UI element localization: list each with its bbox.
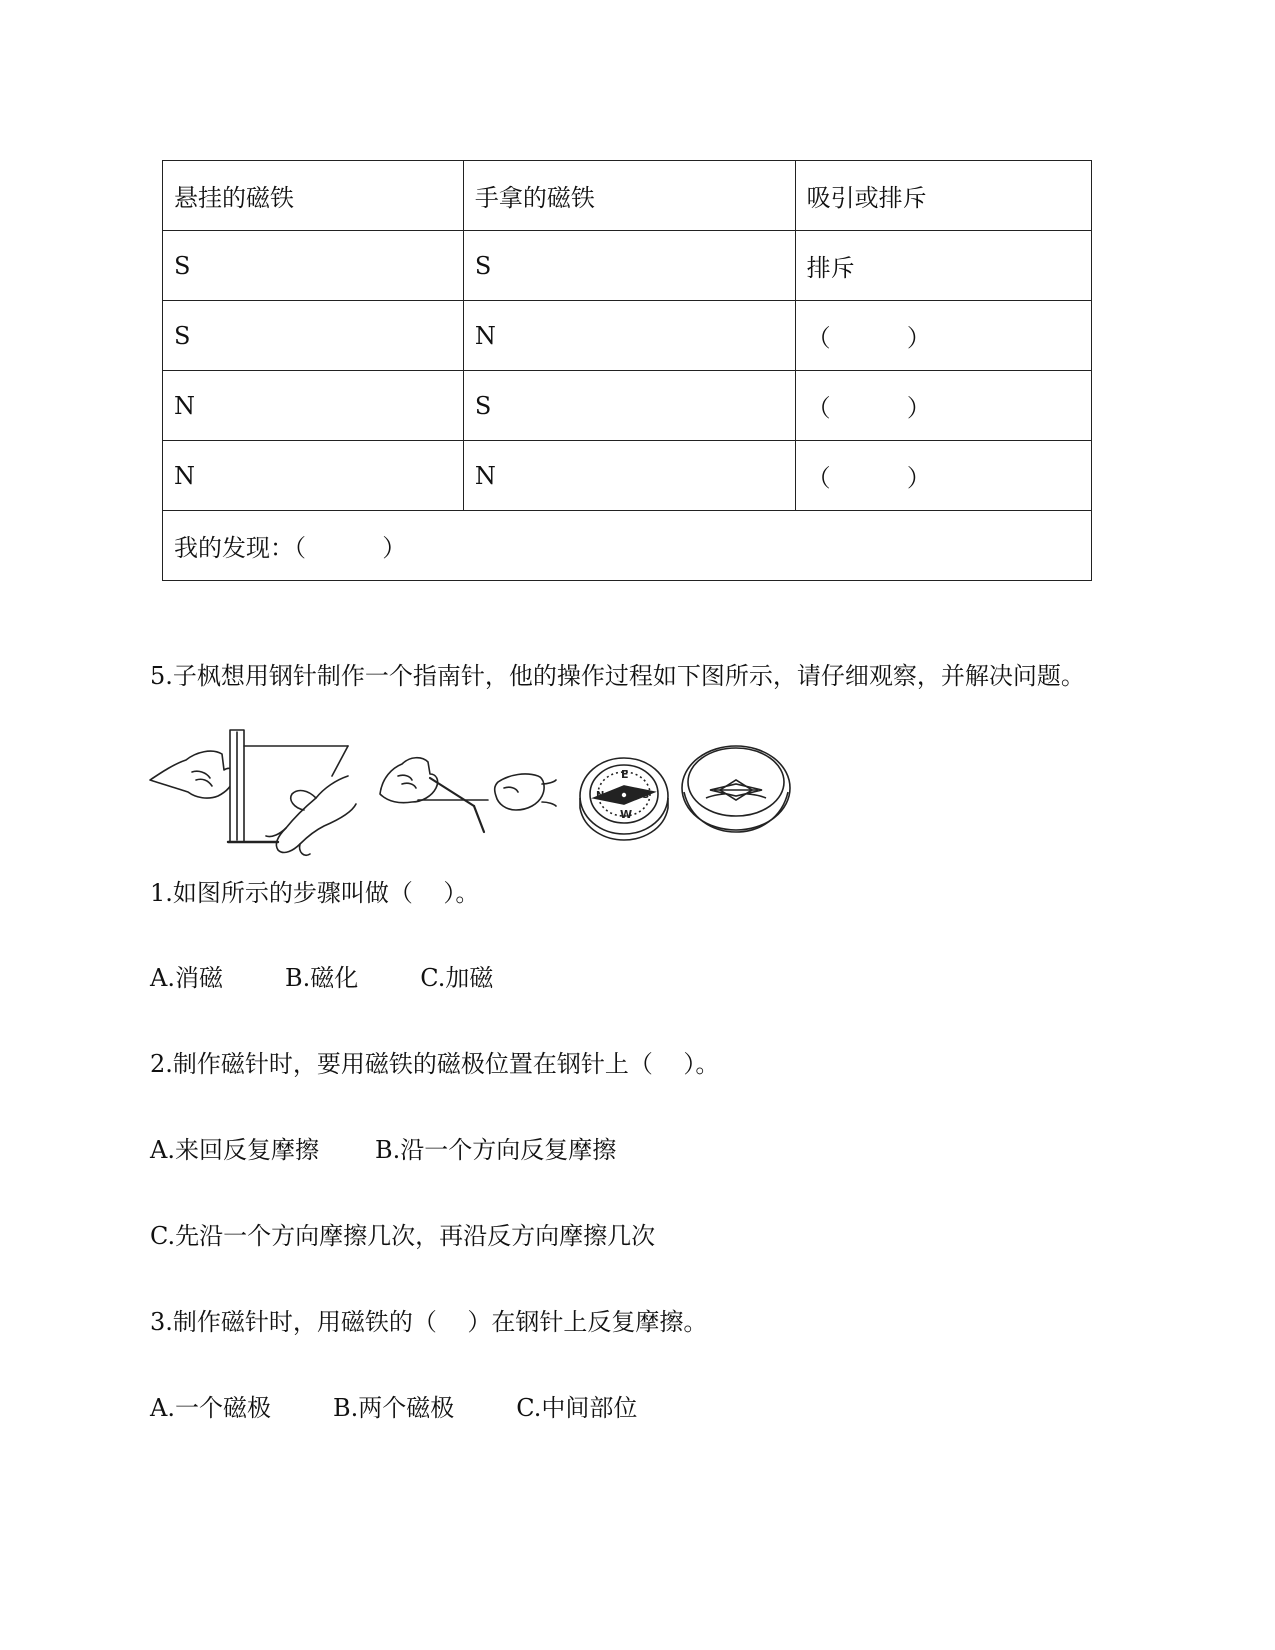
table-cell: N — [163, 371, 464, 441]
hand-magnet-needle-icon — [148, 718, 358, 868]
rubbing-needle-icon — [378, 718, 558, 868]
question-3-text: 3.制作磁针时，用磁铁的（ ）在钢针上反复摩擦。 — [150, 1308, 708, 1336]
table-row — [163, 441, 1092, 511]
procedure-figures — [148, 718, 828, 868]
question-2-options — [150, 1130, 616, 1165]
table-cell: N — [463, 301, 795, 371]
table-row — [163, 231, 1092, 301]
table-row — [163, 301, 1092, 371]
compass-letter-s: S — [642, 790, 650, 801]
option-a: A.来回反复摩擦 — [150, 1136, 319, 1164]
floating-needle-dish-icon — [676, 718, 796, 868]
table-cell: S — [463, 231, 795, 301]
option-b: B.两个磁极 — [332, 1394, 455, 1422]
compass-icon — [576, 718, 676, 868]
header-attract-or-repel: 吸引或排斥 — [795, 161, 1091, 231]
table-cell: S — [163, 231, 464, 301]
table-header-row — [163, 161, 1092, 231]
question-1-text: 1.如图所示的步骤叫做（ ）。 — [150, 879, 480, 907]
table-finding-row — [163, 511, 1092, 581]
compass-letter-w: W — [620, 808, 633, 821]
answer-blank: （ ） — [795, 301, 1091, 371]
option-a: A.消磁 — [150, 964, 223, 992]
option-a: A.一个磁极 — [150, 1394, 271, 1422]
my-finding-cell: 我的发现：（ ） — [163, 511, 1092, 581]
question-2-option-c: C.先沿一个方向摩擦几次，再沿反方向摩擦几次 — [150, 1222, 656, 1250]
answer-blank: （ ） — [795, 441, 1091, 511]
question-5-intro: 5.子枫想用钢针制作一个指南针，他的操作过程如下图所示，请仔细观察，并解决问题。 — [150, 662, 1085, 690]
question-2-text: 2.制作磁针时，要用磁铁的磁极位置在钢针上（ ）。 — [150, 1050, 720, 1078]
table-cell: 排斥 — [795, 231, 1091, 301]
compass-letter-e: E — [621, 768, 629, 781]
header-handheld-magnet: 手拿的磁铁 — [463, 161, 795, 231]
question-3-options — [150, 1388, 637, 1423]
table-cell: N — [463, 441, 795, 511]
option-b: B.沿一个方向反复摩擦 — [374, 1136, 617, 1164]
table-cell: S — [163, 301, 464, 371]
question-1-options — [150, 958, 493, 993]
option-c: C.加磁 — [420, 964, 494, 992]
table-cell: N — [163, 441, 464, 511]
option-b: B.磁化 — [284, 964, 359, 992]
table-row — [163, 371, 1092, 441]
header-suspended-magnet: 悬挂的磁铁 — [163, 161, 464, 231]
option-c: C.中间部位 — [516, 1394, 638, 1422]
answer-blank: （ ） — [795, 371, 1091, 441]
table-cell: S — [463, 371, 795, 441]
magnet-observation-table — [162, 160, 1092, 581]
compass-letter-n: N — [596, 790, 605, 801]
